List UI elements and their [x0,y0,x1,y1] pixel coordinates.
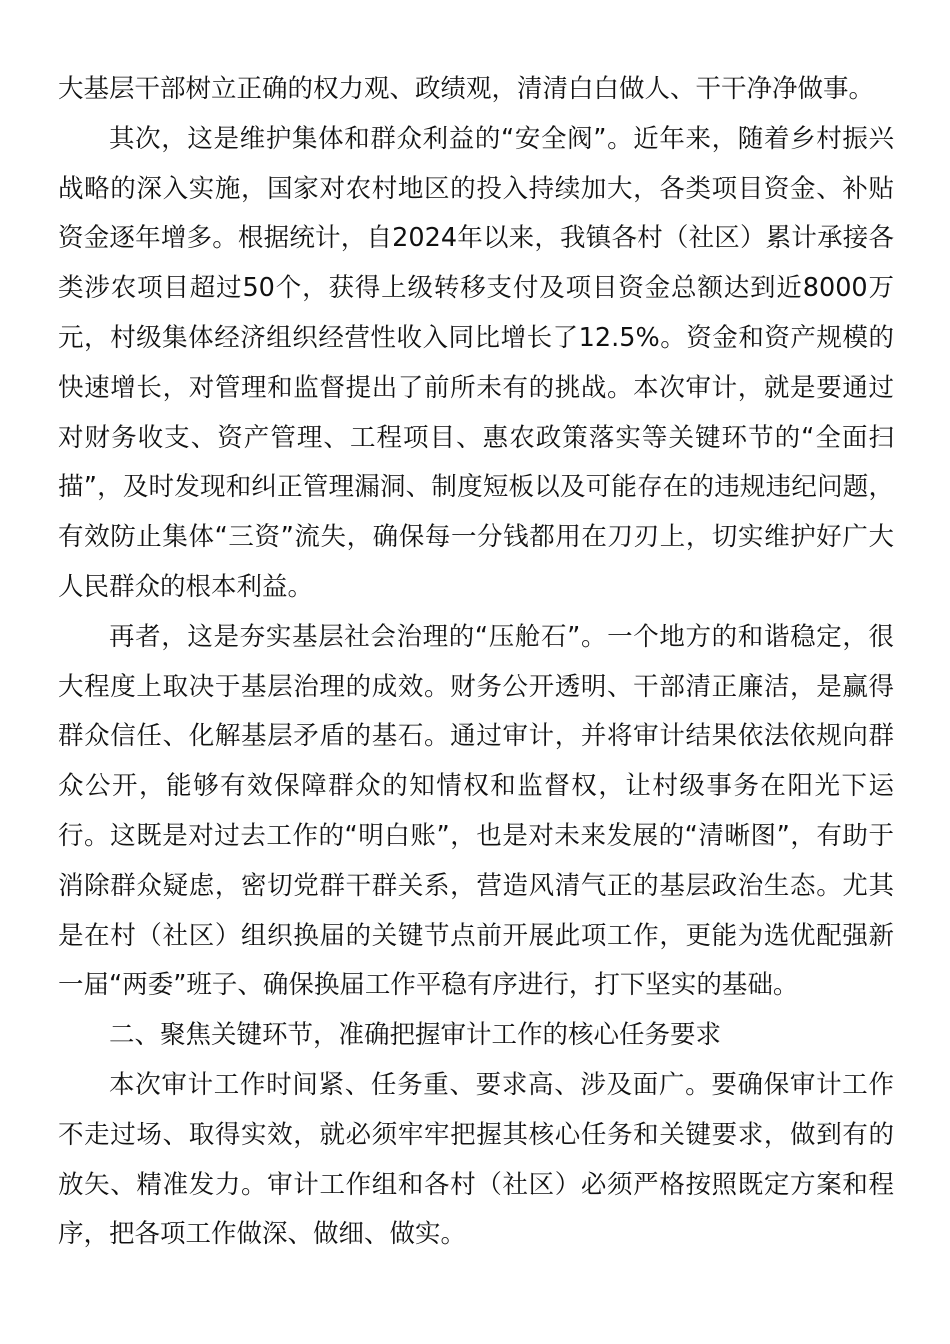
document-body [58,65,894,1260]
section-heading: 二、聚焦关键环节，准确把握审计工作的核心任务要求 [109,1020,722,1051]
paragraph-audit-requirements: 本次审计工作时间紧、任务重、要求高、涉及面广。要确保审计工作不走过场、取得实效，就必须牢牢把握其核心任务和关键要求，做到有的放矢、精准发力。审计工作组和各村（社区）必须严格按照既定方案和程序，把各项工作做深、做细、做实。 [58,1069,894,1250]
paragraph-continuation: 大基层干部树立正确的权力观、政绩观，清清白白做人、干干净净做事。 [58,74,875,104]
paragraph-ballast-stone: 再者，这是夯实基层社会治理的“压舱石”。一个地方的和谐稳定，很大程度上取决于基层治理的成效。财务公开透明、干部清正廉洁，是赢得群众信任、化解基层矛盾的基石。通过审计，并将审计结果依法依规向群众公开，能够有效保障群众的知情权和监督权，让村级事务在阳光下运行。这既是对过去工作的“明白账”，也是对未来发展的“清晰图”，有助于消除群众疑虑，密切党群干群关系，营造风清气正的基层政治生态。尤其是在村（社区）组织换届的关键节点前开展此项工作，更能为选优配强新一届“两委”班子、确保换届工作平稳有序进行，打下坚实的基础。 [58,621,894,1001]
paragraph-safety-valve: 其次，这是维护集体和群众利益的“安全阀”。近年来，随着乡村振兴战略的深入实施，国家对农村地区的投入持续加大，各类项目资金、补贴资金逐年增多。根据统计，自2024年以来，我镇各村（社区）累计承接各类涉农项目超过50个，获得上级转移支付及项目资金总额达到近8000万元，村级集体经济组织经营性收入同比增长了12.5%。资金和资产规模的快速增长，对管理和监督提出了前所未有的挑战。本次审计，就是要通过对财务收支、资产管理、工程项目、惠农政策落实等关键环节的“全面扫描”，及时发现和纠正管理漏洞、制度短板以及可能存在的违规违纪问题，有效防止集体“三资”流失，确保每一分钱都用在刀刃上，切实维护好广大人民群众的根本利益。 [58,123,894,602]
